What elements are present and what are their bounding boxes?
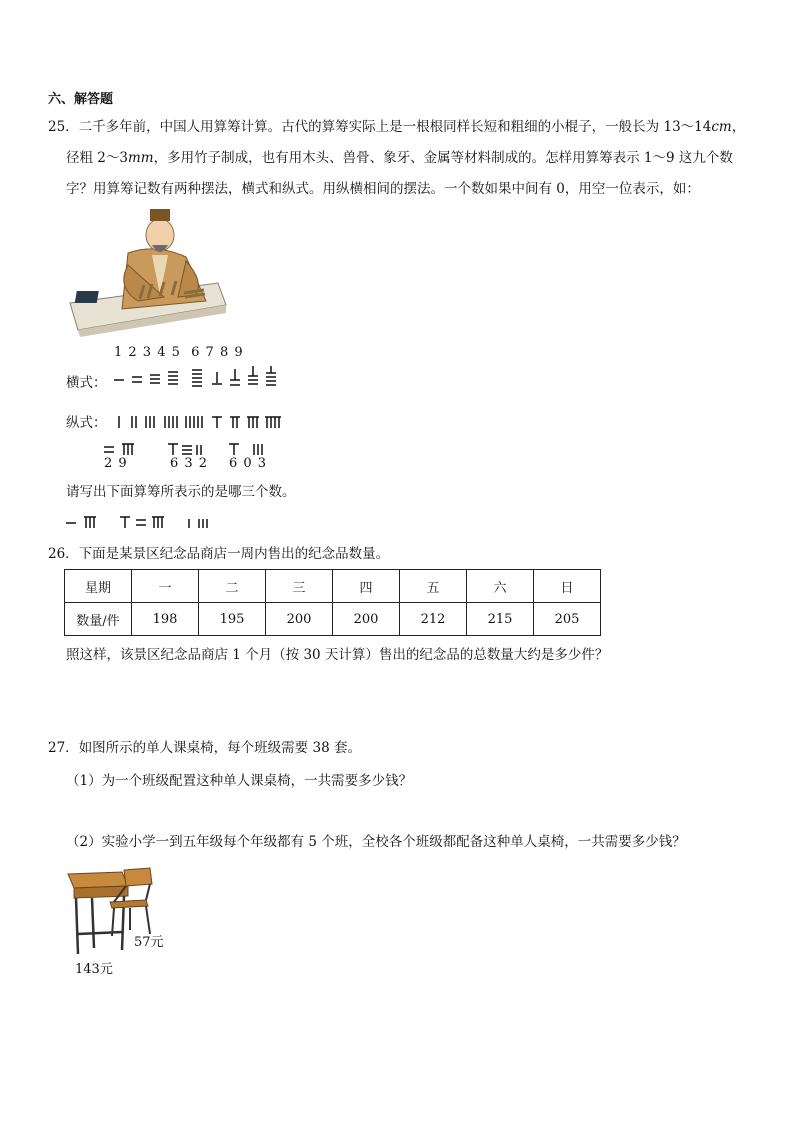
table-cell: 215	[467, 603, 534, 636]
section-title: 六、解答题	[48, 92, 114, 107]
heng-label: 横式：	[66, 375, 107, 391]
table-cell: 四	[333, 570, 400, 603]
table-cell: 六	[467, 570, 534, 603]
table-cell: 日	[534, 570, 601, 603]
q25-line2	[66, 149, 733, 167]
q27-line	[48, 739, 361, 757]
sales-table	[64, 569, 601, 636]
q25-text-2b: ，多用竹子制成，也有用木头、兽骨、象牙、金属等材料制成的。怎样用算筹表示 1～9 这九个数	[153, 150, 733, 166]
q25-number: 25．	[48, 119, 79, 135]
answer-rods	[64, 514, 224, 530]
chair-price-label: 57元	[134, 935, 164, 950]
table-cell: 205	[534, 603, 601, 636]
table-cell: 数量/件	[65, 603, 132, 636]
q26-number: 26．	[48, 546, 79, 562]
q27-number: 27．	[48, 740, 79, 756]
example-1-number: 2 9	[104, 456, 128, 471]
q25-line1	[48, 118, 745, 136]
scholar-counting-rods-illustration	[68, 205, 228, 355]
digits-row: 1 2 3 4 5 6 7 8 9	[114, 345, 244, 360]
q25-text-1-end: ，	[731, 119, 746, 135]
q25-text-1: 二千多年前，中国人用算筹计算。古代的算筹实际上是一根根同样长短和粗细的小棍子，一般长为 13～14	[78, 119, 712, 135]
q25-prompt: 请写出下面算筹所表示的是哪三个数。	[66, 484, 296, 500]
table-cell: 星期	[65, 570, 132, 603]
desk-price-label: 143元	[75, 962, 113, 977]
q25-unit-cm: cm	[711, 119, 732, 135]
table-row-weekday	[65, 570, 601, 603]
q25-unit-mm: mm	[127, 150, 154, 166]
table-cell: 212	[400, 603, 467, 636]
q26-question: 照这样，该景区纪念品商店 1 个月（按 30 天计算）售出的纪念品的总数量大约是多少件？	[66, 647, 609, 663]
heng-rods	[112, 366, 287, 388]
table-row-quantity	[65, 603, 601, 636]
zong-label: 纵式：	[66, 415, 107, 431]
table-cell: 200	[333, 603, 400, 636]
q25-text-2a: 径粗 2～3	[66, 150, 128, 166]
q27-sub1: （1）为一个班级配置这种单人课桌椅，一共需要多少钱？	[66, 773, 413, 789]
example-2-number: 6 3 2	[170, 456, 209, 471]
table-cell: 五	[400, 570, 467, 603]
q25-line3: 字？用算筹记数有两种摆法，横式和纵式。用纵横相间的摆法。一个数如果中间有 0，用空一位表示，如：	[66, 181, 700, 197]
table-cell: 三	[266, 570, 333, 603]
table-cell: 一	[132, 570, 199, 603]
q26-line	[48, 545, 389, 563]
table-cell: 200	[266, 603, 333, 636]
zong-rods	[116, 413, 286, 431]
q27-sub2: （2）实验小学一到五年级每个年级都有 5 个班，全校各个班级都配备这种单人桌椅，一共需要多少钱？	[66, 834, 686, 850]
table-cell: 195	[199, 603, 266, 636]
example-rods	[102, 441, 282, 457]
table-cell: 二	[199, 570, 266, 603]
example-3-number: 6 0 3	[229, 456, 268, 471]
q26-text: 下面是某景区纪念品商店一周内售出的纪念品数量。	[78, 546, 390, 562]
table-cell: 198	[132, 603, 199, 636]
q27-text: 如图所示的单人课桌椅，每个班级需要 38 套。	[78, 740, 361, 756]
